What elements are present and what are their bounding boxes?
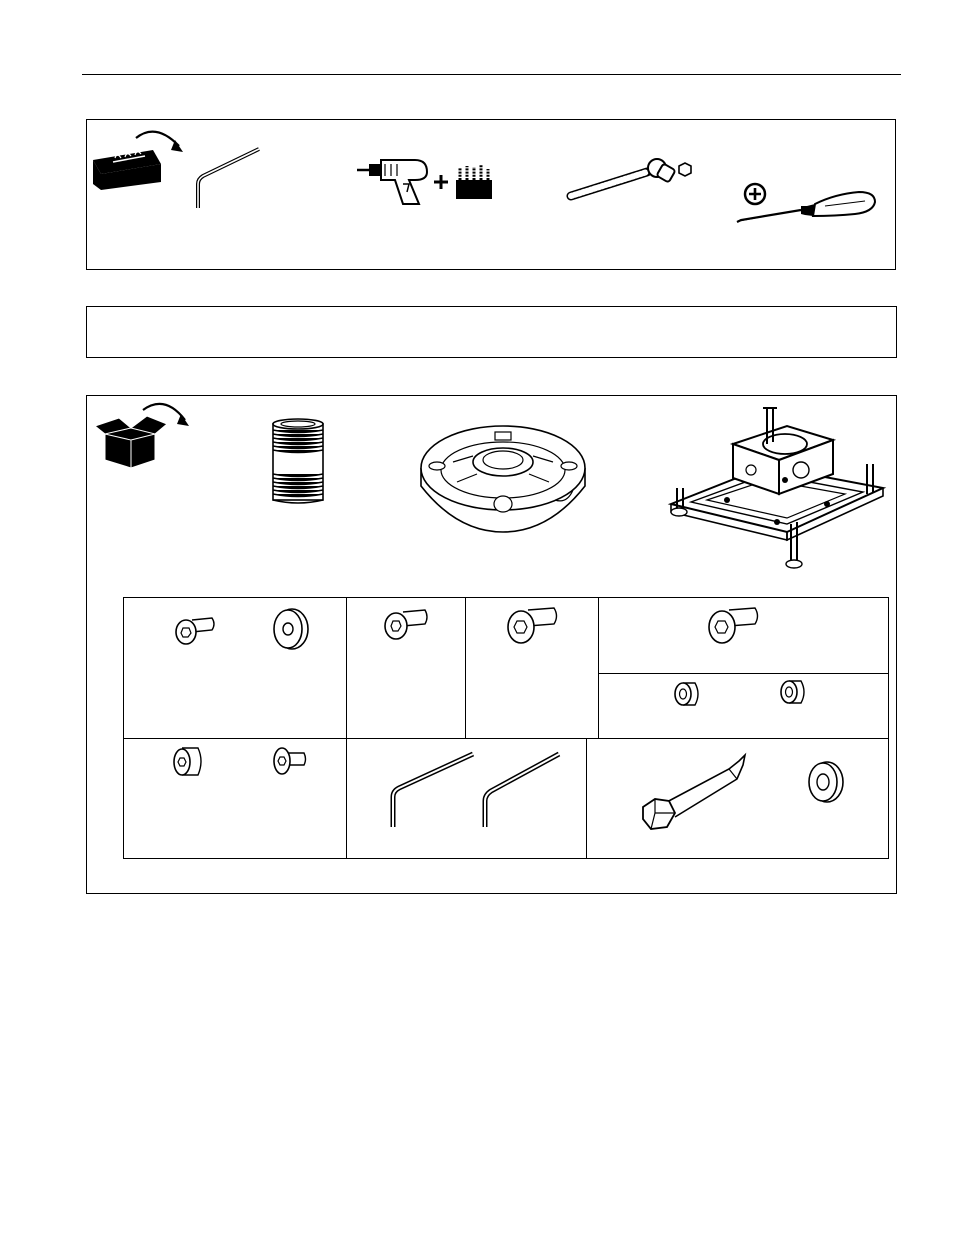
button-head-screw-icon [174, 612, 218, 646]
button-head-screw-icon [506, 602, 562, 646]
flat-head-screw-icon [272, 745, 308, 779]
drill-bits-icon [455, 164, 493, 200]
hex-key-icon [195, 146, 265, 212]
socket-wrench-icon [567, 154, 697, 200]
ceiling-plate-icon [417, 424, 589, 536]
hardware-cell-4 [598, 597, 889, 674]
standoff-icon [172, 745, 206, 779]
hardware-cell-7 [346, 738, 587, 859]
washer-icon [270, 606, 310, 652]
projector-mount-icon [667, 404, 891, 570]
spacer-icon [673, 680, 703, 708]
washer-icon [805, 759, 845, 805]
drill-icon [355, 150, 431, 206]
hardware-cell-3 [465, 597, 599, 739]
hex-key-icon [387, 751, 477, 831]
hardware-cell-8 [586, 738, 889, 859]
hardware-cell-2 [346, 597, 466, 739]
phillips-screwdriver-icon [735, 182, 877, 228]
header-rule [82, 74, 901, 75]
toolbox-icon [91, 124, 191, 196]
spacer-icon [779, 678, 809, 706]
note-panel [86, 306, 897, 358]
button-head-screw-icon [383, 604, 431, 642]
hex-key-icon [479, 751, 563, 831]
open-box-icon [93, 398, 193, 470]
parts-included-panel [86, 395, 897, 894]
hardware-cell-5 [598, 673, 889, 739]
button-head-screw-icon [707, 602, 763, 646]
hardware-cell-6 [123, 738, 347, 859]
hardware-cell-1 [123, 597, 347, 739]
plus-sign-icon [433, 174, 449, 190]
pipe-nipple-icon [271, 418, 325, 506]
tools-required-panel [86, 119, 896, 270]
lag-bolt-icon [639, 751, 751, 831]
